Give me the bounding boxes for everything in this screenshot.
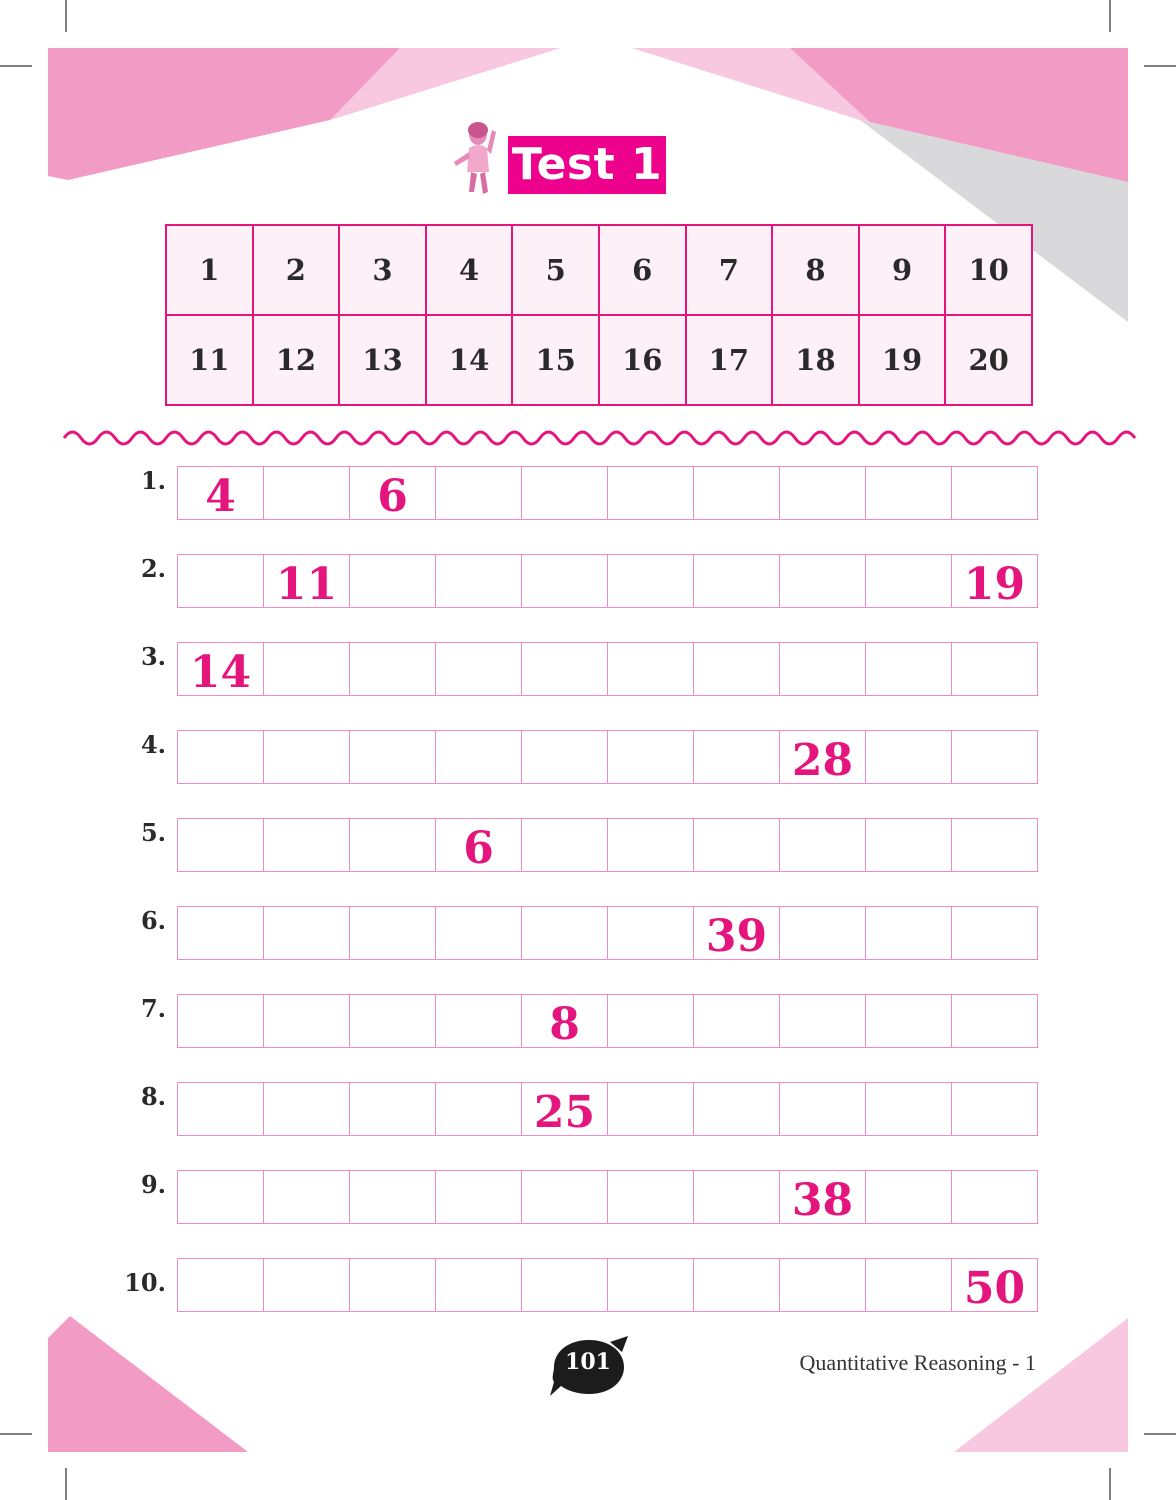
- answer-cell[interactable]: [436, 731, 522, 783]
- grid-cell: 5: [512, 225, 599, 315]
- grid-cell: 3: [339, 225, 426, 315]
- answer-cell[interactable]: 50: [963, 1263, 1026, 1314]
- corner-shape-bottom-left: [48, 1316, 248, 1452]
- answer-cell[interactable]: [178, 995, 264, 1047]
- question-row: [110, 1082, 1040, 1138]
- grid-row: [166, 225, 1032, 315]
- answer-cell[interactable]: 14: [178, 643, 264, 695]
- answer-cell[interactable]: [608, 1171, 694, 1223]
- answer-cell[interactable]: [264, 643, 350, 695]
- answer-cell[interactable]: [694, 643, 780, 695]
- answer-cell[interactable]: [694, 1083, 780, 1135]
- answer-cell[interactable]: [436, 643, 522, 695]
- answer-cells: [177, 1258, 1038, 1312]
- grid-cell: 18: [772, 315, 859, 405]
- answer-cell[interactable]: [952, 1083, 1037, 1135]
- answer-cells: [177, 994, 1038, 1048]
- answer-cell[interactable]: [436, 555, 522, 607]
- answer-cell[interactable]: [694, 555, 780, 607]
- answer-cell[interactable]: [952, 467, 1037, 519]
- title-block: [450, 120, 680, 200]
- answer-cells: [177, 730, 1038, 784]
- grid-row: [166, 315, 1032, 405]
- answer-cell[interactable]: [350, 995, 436, 1047]
- grid-cell: 4: [426, 225, 513, 315]
- question-row: [110, 906, 1040, 962]
- answer-cells: [177, 642, 1038, 696]
- answer-cell[interactable]: 8: [522, 995, 608, 1047]
- answer-cell[interactable]: [608, 907, 694, 959]
- answer-cell[interactable]: [350, 1171, 436, 1223]
- answer-cell[interactable]: [866, 555, 952, 607]
- answer-cell[interactable]: [694, 819, 780, 871]
- grid-cell: 1: [166, 225, 253, 315]
- grid-cell: 16: [599, 315, 686, 405]
- answer-cell[interactable]: [264, 907, 350, 959]
- answer-cell[interactable]: [350, 819, 436, 871]
- grid-cell: 19: [859, 315, 946, 405]
- answer-cell[interactable]: 11: [264, 555, 350, 607]
- question-row: [110, 1258, 1040, 1314]
- question-row: [110, 818, 1040, 874]
- answer-cell[interactable]: [952, 819, 1037, 871]
- answer-cell[interactable]: [178, 555, 264, 607]
- answer-cell[interactable]: [952, 731, 1037, 783]
- answer-cells: [177, 1170, 1038, 1224]
- answer-cell[interactable]: [866, 643, 952, 695]
- girl-mascot-icon: [450, 120, 500, 198]
- question-row: [110, 554, 1040, 610]
- answer-cell[interactable]: [608, 467, 694, 519]
- grid-cell: 13: [339, 315, 426, 405]
- answer-cell[interactable]: [694, 467, 780, 519]
- answer-cell[interactable]: [694, 731, 780, 783]
- answer-cell[interactable]: [952, 643, 1037, 695]
- answer-cell[interactable]: 6: [350, 467, 436, 519]
- question-number: 10.: [124, 1268, 166, 1297]
- answer-cells: [177, 1082, 1038, 1136]
- grid-cell: 17: [686, 315, 773, 405]
- page-number: 101: [565, 1349, 611, 1375]
- answer-cell[interactable]: 28: [780, 731, 866, 783]
- answer-cell[interactable]: [522, 555, 608, 607]
- answer-cell[interactable]: [866, 995, 952, 1047]
- answer-cell[interactable]: [866, 1259, 952, 1311]
- question-number: 2.: [140, 554, 166, 583]
- answer-cell[interactable]: [350, 907, 436, 959]
- answer-cell[interactable]: [608, 1259, 694, 1311]
- answer-cell[interactable]: [350, 1083, 436, 1135]
- answer-cell[interactable]: [264, 819, 350, 871]
- answer-cell[interactable]: 38: [780, 1171, 866, 1223]
- number-grid: [165, 224, 1033, 406]
- answer-cell[interactable]: [866, 907, 952, 959]
- answer-cells: [177, 818, 1038, 872]
- answer-cell[interactable]: [178, 819, 264, 871]
- grid-cell: 2: [253, 225, 340, 315]
- answer-cell[interactable]: [522, 1171, 608, 1223]
- answer-cell[interactable]: [436, 995, 522, 1047]
- answer-cell[interactable]: [264, 467, 350, 519]
- answer-cell[interactable]: [866, 819, 952, 871]
- answer-cell[interactable]: [264, 1083, 350, 1135]
- answer-cell[interactable]: [436, 1259, 522, 1311]
- question-number: 3.: [140, 642, 166, 671]
- answer-cell[interactable]: 25: [522, 1083, 608, 1135]
- question-number: 5.: [140, 818, 166, 847]
- question-number: 4.: [140, 730, 166, 759]
- answer-cell[interactable]: [694, 1171, 780, 1223]
- answer-cell[interactable]: [178, 907, 264, 959]
- grid-cell: 12: [253, 315, 340, 405]
- answer-cell[interactable]: [694, 995, 780, 1047]
- answer-cell[interactable]: [522, 467, 608, 519]
- answer-cell[interactable]: [780, 1259, 866, 1311]
- answer-cell[interactable]: [866, 1083, 952, 1135]
- page-title: Test 1: [508, 136, 666, 194]
- answer-cell[interactable]: [522, 819, 608, 871]
- question-row: [110, 642, 1040, 698]
- question-number: 9.: [140, 1170, 166, 1199]
- answer-cell[interactable]: [436, 1083, 522, 1135]
- wavy-divider: [64, 432, 1135, 444]
- grid-cell: 6: [599, 225, 686, 315]
- answer-cell[interactable]: [178, 1171, 264, 1223]
- answer-cell[interactable]: [694, 1259, 780, 1311]
- answer-cell[interactable]: [522, 907, 608, 959]
- grid-cell: 7: [686, 225, 773, 315]
- answer-cell[interactable]: [608, 643, 694, 695]
- answer-cell[interactable]: [522, 731, 608, 783]
- question-row: [110, 994, 1040, 1050]
- grid-cell: 15: [512, 315, 599, 405]
- answer-cell[interactable]: [264, 731, 350, 783]
- answer-cell[interactable]: [866, 731, 952, 783]
- answer-cell[interactable]: [178, 731, 264, 783]
- grid-cell: 10: [945, 225, 1032, 315]
- answer-cell[interactable]: [350, 643, 436, 695]
- grid-cell: 8: [772, 225, 859, 315]
- answer-cell[interactable]: [608, 995, 694, 1047]
- question-row: [110, 1170, 1040, 1226]
- answer-cell[interactable]: [608, 555, 694, 607]
- answer-cells: [177, 906, 1038, 960]
- question-row: [110, 466, 1040, 522]
- answer-cell[interactable]: [436, 467, 522, 519]
- answer-cell[interactable]: [436, 907, 522, 959]
- answer-cell[interactable]: [350, 555, 436, 607]
- answer-cell[interactable]: 19: [963, 559, 1026, 610]
- answer-cell[interactable]: [522, 643, 608, 695]
- answer-cell[interactable]: [608, 731, 694, 783]
- answer-cell[interactable]: [350, 1259, 436, 1311]
- grid-cell: 14: [426, 315, 513, 405]
- answer-cell[interactable]: [264, 995, 350, 1047]
- answer-cell[interactable]: [264, 1259, 350, 1311]
- answer-cell[interactable]: [780, 907, 866, 959]
- answer-cells: [177, 466, 1038, 520]
- answer-cell[interactable]: [952, 1171, 1037, 1223]
- answer-cell[interactable]: [866, 467, 952, 519]
- answer-cell[interactable]: [780, 819, 866, 871]
- answer-cell[interactable]: [866, 1171, 952, 1223]
- grid-cell: 9: [859, 225, 946, 315]
- grid-cell: 11: [166, 315, 253, 405]
- answer-cell[interactable]: [780, 467, 866, 519]
- answer-cell[interactable]: [436, 1171, 522, 1223]
- question-number: 7.: [140, 994, 166, 1023]
- answer-cell[interactable]: [952, 907, 1037, 959]
- answer-cell[interactable]: [608, 819, 694, 871]
- corner-shape-bottom-right: [954, 1318, 1128, 1452]
- answer-cell[interactable]: [350, 731, 436, 783]
- grid-cell: 20: [945, 315, 1032, 405]
- answer-cell[interactable]: 6: [436, 819, 522, 871]
- answer-cell[interactable]: [952, 995, 1037, 1047]
- answer-cell[interactable]: 4: [178, 467, 264, 519]
- question-number: 8.: [140, 1082, 166, 1111]
- question-row: [110, 730, 1040, 786]
- answer-cell[interactable]: 39: [694, 907, 780, 959]
- answer-cell[interactable]: [178, 1083, 264, 1135]
- question-number: 1.: [140, 466, 166, 495]
- answer-cell[interactable]: [522, 1259, 608, 1311]
- answer-cells: [177, 554, 1038, 608]
- question-number: 6.: [140, 906, 166, 935]
- answer-cell[interactable]: [608, 1083, 694, 1135]
- answer-cell[interactable]: [780, 643, 866, 695]
- answer-cell[interactable]: [264, 1171, 350, 1223]
- answer-cell[interactable]: [780, 555, 866, 607]
- answer-cell[interactable]: [178, 1259, 264, 1311]
- answer-cell[interactable]: [780, 995, 866, 1047]
- answer-cell[interactable]: [780, 1083, 866, 1135]
- book-title: Quantitative Reasoning - 1: [799, 1350, 1036, 1375]
